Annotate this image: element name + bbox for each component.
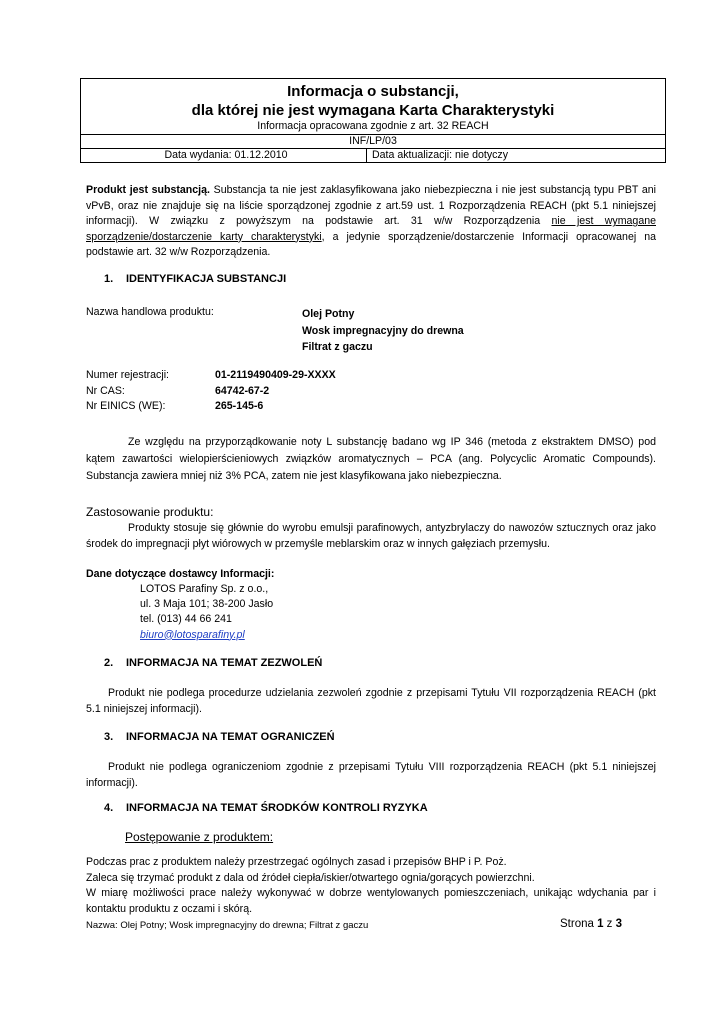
issue-date: Data wydania: 01.12.2010 [81, 149, 367, 162]
trade-names [302, 306, 464, 356]
id-values [215, 368, 336, 415]
header-box [80, 78, 666, 163]
section-4-lines [86, 855, 656, 917]
footer-page-indicator [560, 918, 622, 930]
title-line-1: Informacja o substancji, [287, 83, 459, 100]
intro-text-1: Substancja ta nie jest zaklasyfikowana jako niebezpieczna i nie jest substancją typu PBT ani vPvB, oraz nie znajduje się na liście sporządzonej zgodnie z art.59 ust. 1 Rozporządzenia REACH (pkt 5.1 niniejszej informacji). W związku z powyższym na podstawie art. 31 w/w Rozporządzenia [86, 184, 657, 228]
section-3-text: Produkt nie podlega ograniczeniom zgodnie z przepisami Tytułu VIII rozporządzenia REACH (pkt 5.1 niniejszej informacji). [86, 761, 656, 789]
einecs-value: 265-145-6 [215, 400, 264, 412]
supplier-line-1: LOTOS Parafiny Sp. z o.o., [140, 583, 269, 595]
page-total: 3 [615, 918, 623, 930]
intro-paragraph [86, 183, 656, 261]
use-text: Produkty stosuje się głównie do wyrobu emulsji parafinowych, antyzbrylaczy do nawozów sztucznych oraz jako środek do impregnacji płyt wiórowych w przemyśle meblarskim oraz w innych gałęziach przemysłu. [86, 522, 656, 550]
section-4-line-2: Zaleca się trzymać produkt z dala od źródeł ciepła/iskier/otwartego ognia/gorących powierzchni. [86, 871, 535, 884]
section-2-title: INFORMACJA NA TEMAT ZEZWOLEŃ [126, 657, 323, 669]
pca-note: Ze względu na przyporządkowanie noty L substancję badano wg IP 346 (metoda z ekstraktem DMSO) pod kątem zawartości wielopierścieniowych związków aromatycznych – PCA (ang. Polycyclic Aromatic Compounds). Substancja zawiera mniej niż 3% PCA, zatem nie jest klasyfikowana jako niebezpieczna. [86, 436, 656, 482]
section-3-title: INFORMACJA NA TEMAT OGRANICZEŃ [126, 731, 335, 743]
cas-label: Nr CAS: [86, 384, 125, 397]
header-titles [81, 79, 665, 135]
section-1-number: 1. [104, 273, 114, 285]
section-3-heading [104, 731, 335, 743]
id-labels [86, 368, 169, 415]
section-4-title: INFORMACJA NA TEMAT ŚRODKÓW KONTROLI RYZYKA [126, 802, 428, 814]
reg-label: Numer rejestracji: [86, 369, 170, 381]
update-date: Data aktualizacji: nie dotyczy [372, 149, 509, 161]
reg-value: 01-2119490409-29-XXXX [215, 369, 336, 381]
supplier-block [140, 582, 273, 643]
supplier-email-link[interactable]: biuro@lotosparafiny.pl [140, 628, 245, 641]
cas-value: 64742-67-2 [215, 384, 270, 397]
intro-underlined: nie jest wymagane sporządzenie/dostarczenie karty charakterystyki [86, 215, 656, 243]
subtitle: Informacja opracowana zgodnie z art. 32 REACH [257, 120, 489, 132]
section-4-heading [104, 802, 428, 814]
section-2-number: 2. [104, 657, 114, 669]
title-line-2: dla której nie jest wymagana Karta Charakterystyki [191, 102, 555, 119]
section-2-heading [104, 657, 322, 669]
section-4-line-1: Podczas prac z produktem należy przestrzegać ogólnych zasad i przepisów BHP i P. Poż. [86, 856, 507, 868]
use-heading: Zastosowanie produktu: [86, 505, 214, 519]
trade-name-label: Nazwa handlowa produktu: [86, 306, 214, 318]
trade-name-1: Olej Potny [302, 308, 355, 320]
section-1-title: IDENTYFIKACJA SUBSTANCJI [126, 273, 287, 285]
section-3-number: 3. [104, 731, 114, 743]
date-row [81, 149, 665, 162]
supplier-line-3: tel. (013) 44 66 241 [140, 613, 232, 626]
footer-product-names: Nazwa: Olej Potny; Wosk impregnacyjny do drewna; Filtrat z gaczu [86, 920, 369, 931]
page-of: z [603, 918, 616, 930]
intro-bold-lead: Produkt jest substancją. [86, 184, 210, 196]
section-4-subheading: Postępowanie z produktem: [125, 830, 274, 844]
trade-name-2: Wosk impregnacyjny do drewna [302, 324, 464, 337]
section-2-text: Produkt nie podlega procedurze udzielania zezwoleń zgodnie z przepisami Tytułu VII rozporządzenia REACH (pkt 5.1 niniejszej informacji). [86, 687, 656, 715]
section-4-number: 4. [104, 802, 114, 814]
page-number: 1 [597, 918, 604, 930]
supplier-heading: Dane dotyczące dostawcy Informacji: [86, 568, 275, 580]
trade-name-3: Filtrat z gaczu [302, 341, 373, 353]
supplier-line-2: ul. 3 Maja 101; 38-200 Jasło [140, 598, 274, 611]
intro-text-2: , a jedynie sporządzenie/dostarczenie Informacji opracowanej na podstawie art. 32 w/w Rozporządzenia. [86, 230, 656, 259]
doc-code: INF/LP/03 [81, 135, 665, 149]
einecs-label: Nr EINICS (WE): [86, 400, 166, 412]
section-4-line-3: W miarę możliwości prace należy wykonywać w dobrze wentylowanych pomieszczeniach, unikając wdychania par i kontaktu produktu z oczami i skórą. [86, 887, 656, 915]
page-word: Strona [560, 918, 598, 930]
section-1-heading [104, 273, 286, 285]
